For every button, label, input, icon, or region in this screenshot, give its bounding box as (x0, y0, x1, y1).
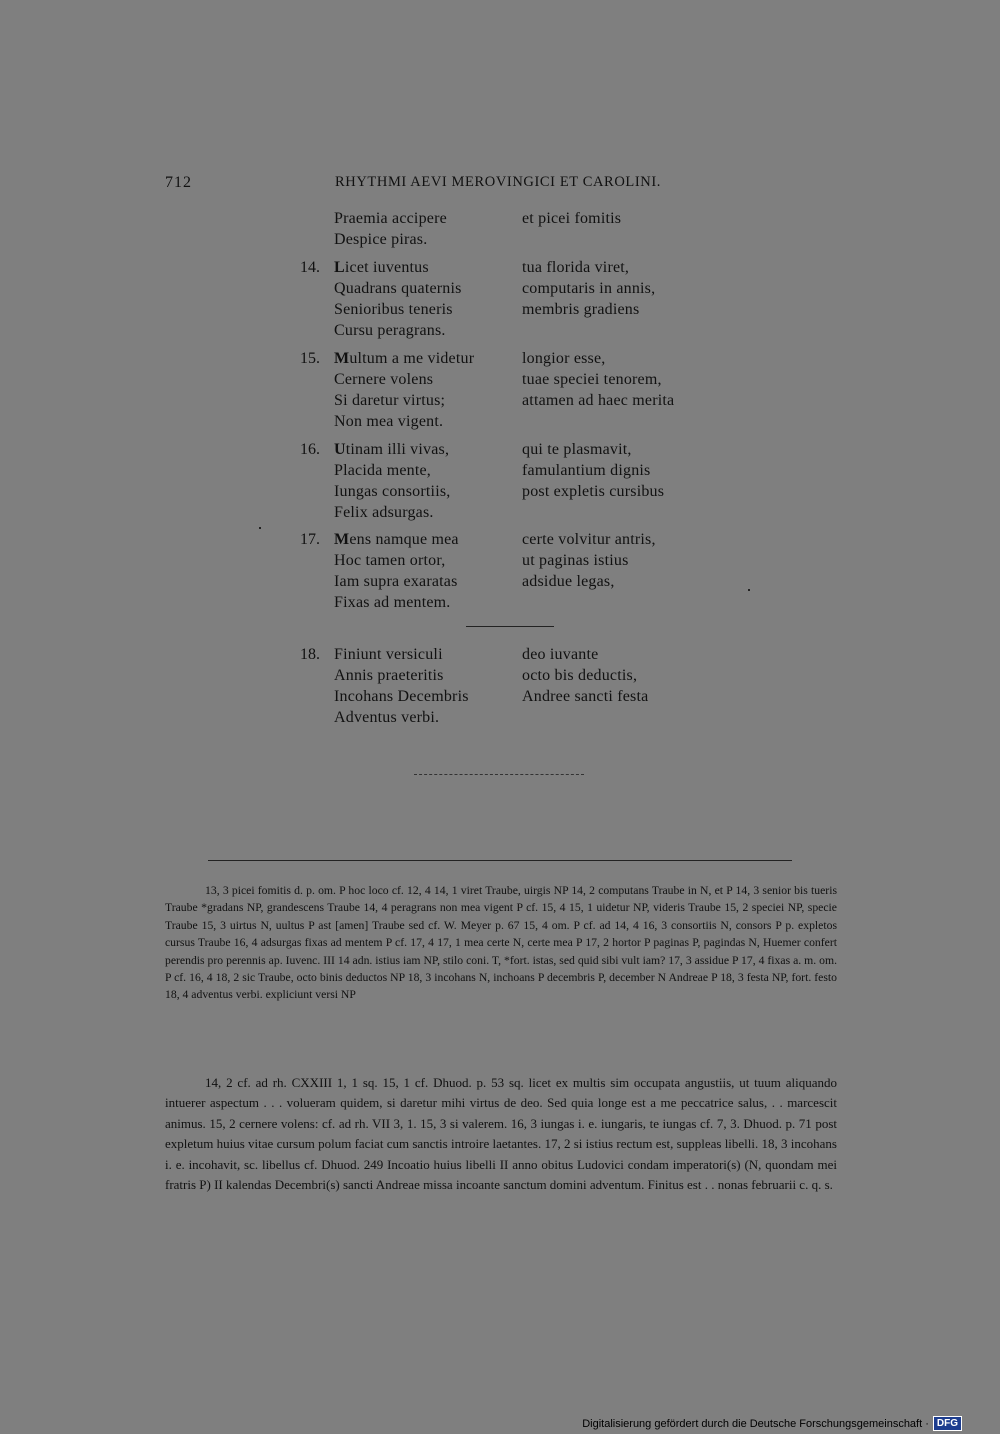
verse-text: Incohans Decembris (334, 688, 469, 705)
verse-line-right: octo bis deductis, (522, 667, 638, 684)
verse-line-left (334, 392, 445, 410)
verse-line-left (334, 301, 453, 319)
verse-line-right: post expletis cursibus (522, 483, 665, 500)
verse-line-left (334, 231, 427, 249)
verse-text: Iam supra exaratas (334, 573, 458, 590)
verse-line-right: computaris in annis, (522, 280, 656, 297)
speck (259, 527, 261, 529)
digitization-credit (582, 1416, 962, 1431)
verse-line-right: qui te plasmavit, (522, 441, 632, 458)
verse-text: Cursu peragrans. (334, 322, 446, 339)
verse-number: 17. (300, 531, 320, 548)
verse-text: Adventus verbi. (334, 709, 440, 726)
verse-line-left (334, 667, 444, 685)
verse-line-left (334, 462, 431, 480)
verse-line-left (334, 483, 450, 501)
verse-initial: L (334, 259, 345, 276)
verse-line-right: Andree sancti festa (522, 688, 649, 705)
verse-text: Despice piras. (334, 231, 428, 248)
verse-text: Hoc tamen ortor, (334, 552, 446, 569)
end-ornament-rule (414, 774, 584, 775)
verse-line-right: membris gradiens (522, 301, 640, 318)
notes-separator (208, 860, 792, 861)
verse-line-right: attamen ad haec merita (522, 392, 675, 409)
verse-line-left (334, 259, 429, 277)
verse-line-right: longior esse, (522, 350, 606, 367)
verse-text: ultum a me videtur (349, 350, 475, 367)
verse-line-right: famulantium dignis (522, 462, 651, 479)
verse-text: Si daretur virtus; (334, 392, 446, 409)
verse-text: Placida mente, (334, 462, 431, 479)
verse-number: 15. (300, 350, 320, 367)
verse-line-right: adsidue legas, (522, 573, 615, 590)
verse-line-left (334, 594, 451, 612)
verse-line-right: et picei fomitis (522, 210, 622, 227)
verse-text: Iungas consortiis, (334, 483, 451, 500)
verse-line-right: deo iuvante (522, 646, 599, 663)
verse-number: 14. (300, 259, 320, 276)
running-title: RHYTHMI AEVI MEROVINGICI ET CAROLINI. (335, 174, 662, 190)
verse-number: 18. (300, 646, 320, 663)
verse-text: Cernere volens (334, 371, 434, 388)
verse-line-left (334, 280, 462, 298)
verse-line-right: ut paginas istius (522, 552, 629, 569)
verse-line-left (334, 350, 474, 368)
verse-line-left (334, 531, 459, 549)
verse-number: 16. (300, 441, 320, 458)
verse-text: Praemia accipere (334, 210, 447, 227)
verse-initial: U (334, 441, 346, 458)
verse-line-left (334, 210, 447, 228)
verse-text: icet iuventus (344, 259, 429, 276)
verse-line-left (334, 573, 458, 591)
verse-text: Quadrans quaternis (334, 280, 462, 297)
verse-text: Senioribus teneris (334, 301, 453, 318)
verse-text: Felix adsurgas. (334, 504, 434, 521)
verse-text: Finiunt versiculi (334, 646, 443, 663)
verse-line-right: tuae speciei tenorem, (522, 371, 662, 388)
verse-line-left (334, 646, 443, 664)
speck (748, 589, 750, 591)
verse-text: Fixas ad mentem. (334, 594, 451, 611)
verse-text: ens namque mea (349, 531, 459, 548)
credit-text: Digitalisierung gefördert durch die Deutsche Forschungsgemeinschaft · (582, 1417, 929, 1430)
verse-line-left (334, 552, 445, 570)
verse-text: Non mea vigent. (334, 413, 444, 430)
verse-line-left (334, 441, 449, 459)
verse-initial: M (334, 350, 350, 367)
section-rule (466, 626, 554, 627)
verse-line-right: tua florida viret, (522, 259, 630, 276)
verse-line-left (334, 413, 443, 431)
critical-apparatus: 13, 3 picei fomitis d. p. om. P hoc loco cf. 12, 4 14, 1 viret Traube, uirgis NP 14, 2 computans Traube in N, et P 14, 3 senior bis tueris Traube *gradans NP, grandescens Traube 14, 4 peragrans non mea vigent P cf. 15, 4 15, 1 uidetur NP, videris Traube 15, 2 speciei NP, specie Traube 15, 3 uirtus N, uultus P ast [amen] Traube sed cf. W. Meyer p. 67 15, 4 om. P cf. ad 14, 4 16, 3 consortiis N, consors P p. expletos cursus Traube 16, 4 adsurgas fixas ad mentem P cf. 17, 4 17, 1 mea certe N, certe mea P 17, 2 hortor P paginas P, pagindas N, Huemer confert perendis pro perennis ap. Iuvenc. III 14 adn. istius iam NP, stilo coni. T, *fort. istas, sed quid sibi vult iam? 17, 3 assidue P 17, 4 fixas a. m. om. P cf. 16, 4 18, 2 sic Traube, octo binis deductos NP 18, 3 incohans N, inchoans P decembris P, december N Andreae P 18, 3 festa NP, fort. festo 18, 4 adventus verbi. expliciunt versi NP (165, 884, 837, 1002)
dfg-logo: DFG (933, 1416, 962, 1431)
verse-line-left (334, 371, 433, 389)
verse-text: Annis praeteritis (334, 667, 444, 684)
page-number: 712 (165, 174, 192, 191)
verse-line-left (334, 709, 439, 727)
verse-text: tinam illi vivas, (345, 441, 450, 458)
verse-line-left (334, 688, 469, 706)
verse-line-right: certe volvitur antris, (522, 531, 656, 548)
verse-line-left (334, 504, 434, 522)
verse-initial: M (334, 531, 350, 548)
commentary-notes: 14, 2 cf. ad rh. CXXIII 1, 1 sq. 15, 1 cf. Dhuod. p. 53 sq. licet ex multis sim occupata angustiis, ut tuum aliquando intuerer aspectum . . . volueram quidem, si daretur mihi virtus de deo. Sed quia longe est a me peccatrice salus, . . marcescit animus. 15, 2 cernere volens: cf. ad rh. VII 3, 1. 15, 3 si valerem. 16, 3 iungas i. e. iungaris, te iungas cf. 7, 3. Dhuod. p. 71 post expletum huius vitae cursum polum faciat cum sanctis introire laetantes. 17, 2 si istius rectum est, suppleas libelli. 18, 3 incohans i. e. incohavit, sc. libellus cf. Dhuod. 249 Incoatio huius libelli II anno obitus Ludovici condam imperatori(s) (N, quondam mei fratris P) II kalendas Decembri(s) sancti Andreae missa incoante sanctum domini adventum. Finitus est . . nonas februarii c. q. s. (165, 1075, 837, 1193)
verse-line-left (334, 322, 446, 340)
